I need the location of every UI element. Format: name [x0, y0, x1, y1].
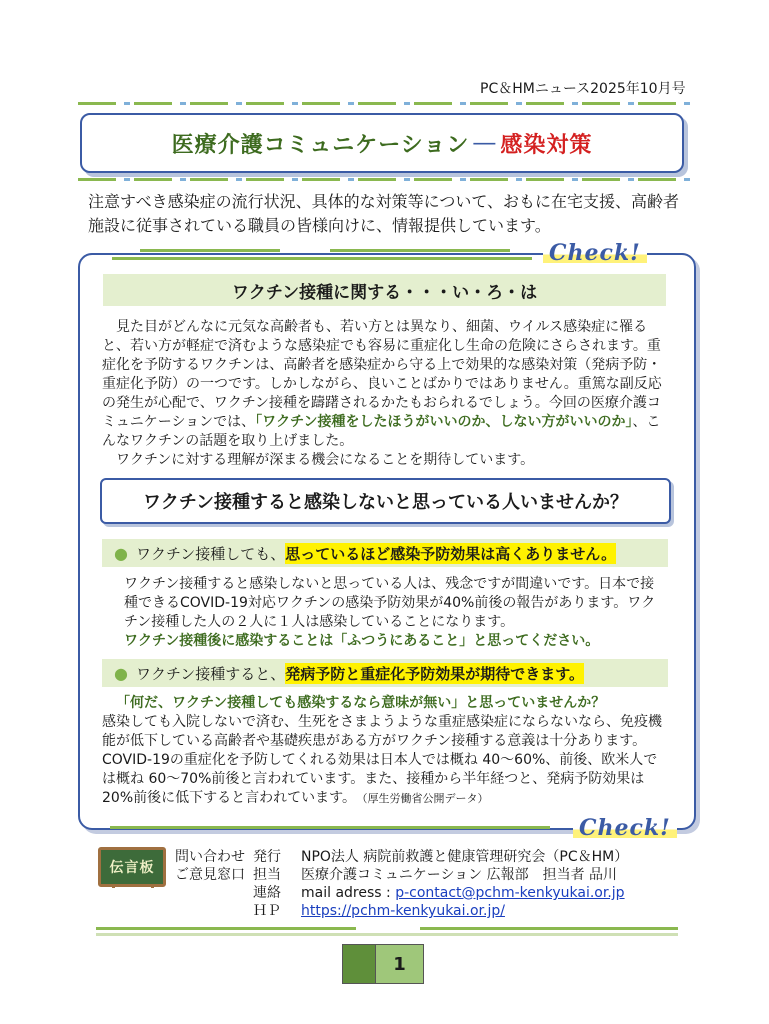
page-title — [80, 113, 684, 173]
point1-highlight: 思っているほど感染予防効果は高くありません。 — [285, 544, 617, 563]
title-bottom-border — [78, 178, 690, 181]
section-body-highlight: 「ワクチン接種をしたほうがいいのか、しない方がいいのか」 — [255, 414, 633, 430]
point2-banner — [102, 659, 668, 687]
title-sub: 感染対策 — [500, 132, 593, 158]
bullet-icon: ● — [114, 663, 128, 683]
page-number-square — [343, 945, 376, 983]
publisher-label: 発行 — [253, 849, 281, 865]
message-board-stand — [112, 884, 154, 888]
title-main: 医療介護コミュニケーション — [171, 132, 470, 158]
mail-prefix: mail adress : — [301, 885, 396, 901]
inquiry-label-2: ご意見窓口 — [175, 867, 245, 883]
section-body-b: 、こんなワクチンの話題を取り上げました。 — [102, 414, 661, 449]
staff-label: 担当 — [253, 867, 281, 883]
page-number-box — [342, 944, 424, 984]
footer-line-right — [420, 927, 678, 930]
point2-highlight: 発病予防と重症化予防効果が期待できます。 — [285, 664, 585, 683]
point2-body — [102, 694, 670, 808]
footer-line-left — [96, 927, 356, 930]
panel-top-line-2 — [112, 257, 532, 260]
check-badge-bottom: Check! — [573, 815, 677, 841]
panel-top-line-mid — [330, 249, 510, 252]
message-board-icon: 伝言板 — [98, 847, 166, 887]
point2-quote: 「何だ、ワクチン接種しても感染するなら意味が無い」と思っていませんか？ — [116, 695, 606, 711]
inquiry-label-1: 問い合わせ — [175, 849, 245, 865]
footer-line-2 — [96, 933, 678, 936]
issue-label: PC＆HMニュース2025年10月号 — [480, 81, 686, 97]
homepage-link[interactable]: https://pchm-kenkyukai.or.jp/ — [301, 903, 505, 919]
section-heading: ワクチン接種に関する・・・い・ろ・は — [103, 274, 666, 306]
question-box: ワクチン接種すると感染しないと思っている人いませんか？ — [100, 478, 671, 524]
section-body-c: ワクチンに対する理解が深まる機会になることを期待しています。 — [116, 452, 535, 468]
contact-label: 連絡 — [253, 885, 281, 901]
source-note: （厚生労働省公開データ） — [362, 792, 489, 805]
hp-label: ＨＰ — [253, 903, 281, 919]
contact-info — [175, 848, 628, 920]
point1-banner — [102, 539, 668, 567]
page-number: 1 — [376, 945, 423, 983]
point1-lead: ワクチン接種しても、 — [135, 544, 286, 563]
point2-text: 感染しても入院しないで済む、生死をさまようような重症感染症にならないなら、免疫機能が低下している高齢者や基礎疾患がある方がワクチン接種する意義は十分あります。COVID-19の重症化を予防してくれる効果は日本人では概ね 40〜60%、前後、欧米人では概ね 60〜70%前後と言われています。また、接種から半年経つと、発病予防効果は20%前後に低下すると言われています。 — [102, 714, 662, 806]
point2-lead: ワクチン接種すると、 — [135, 664, 286, 683]
title-top-border — [78, 102, 690, 105]
publisher-value: NPO法人 病院前救護と健康管理研究会（PC＆HM） — [301, 849, 629, 865]
point1-text: ワクチン接種すると感染しないと思っている人は、残念ですが間違いです。日本で接種できるCOVID-19対応ワクチンの感染予防効果が40%前後の報告があります。ワクチン接種した人の２人に１人は感染していることになります。 — [124, 576, 656, 630]
panel-top-line-left — [140, 249, 280, 252]
panel-bottom-line — [110, 826, 550, 829]
section-body-a: 見た目がどんなに元気な高齢者も、若い方とは異なり、細菌、ウイルス感染症に罹ると、若い方が軽症で済むような感染症でも容易に重症化し生命の危険にさらされます。重症化を予防するワクチンは、高齢者を感染症から守る上で効果的な感染対策（発病予防・重症化予防）の一つです。しかしながら、良いことばかりではありません。重篤な副反応の発生が心配で、ワクチン接種を躊躇されるかたもおられるでしょう。今回の医療介護コミュニケーションでは、 — [102, 319, 662, 430]
staff-value: 医療介護コミュニケーション 広報部 担当者 品川 — [301, 867, 618, 883]
title-dash: ― — [473, 130, 497, 156]
section-body — [102, 318, 667, 470]
bullet-icon: ● — [114, 543, 128, 563]
check-badge-top: Check! — [543, 240, 647, 266]
intro-text: 注意すべき感染症の流行状況、具体的な対策等について、おもに在宅支援、高齢者施設に従事されている職員の皆様向けに、情報提供しています。 — [88, 192, 680, 235]
point1-body — [124, 575, 664, 651]
point1-emphasis: ワクチン接種後に感染することは「ふつうにあること」と思ってください。 — [124, 633, 600, 649]
mail-link[interactable]: p-contact@pchm-kenkyukai.or.jp — [395, 885, 625, 901]
